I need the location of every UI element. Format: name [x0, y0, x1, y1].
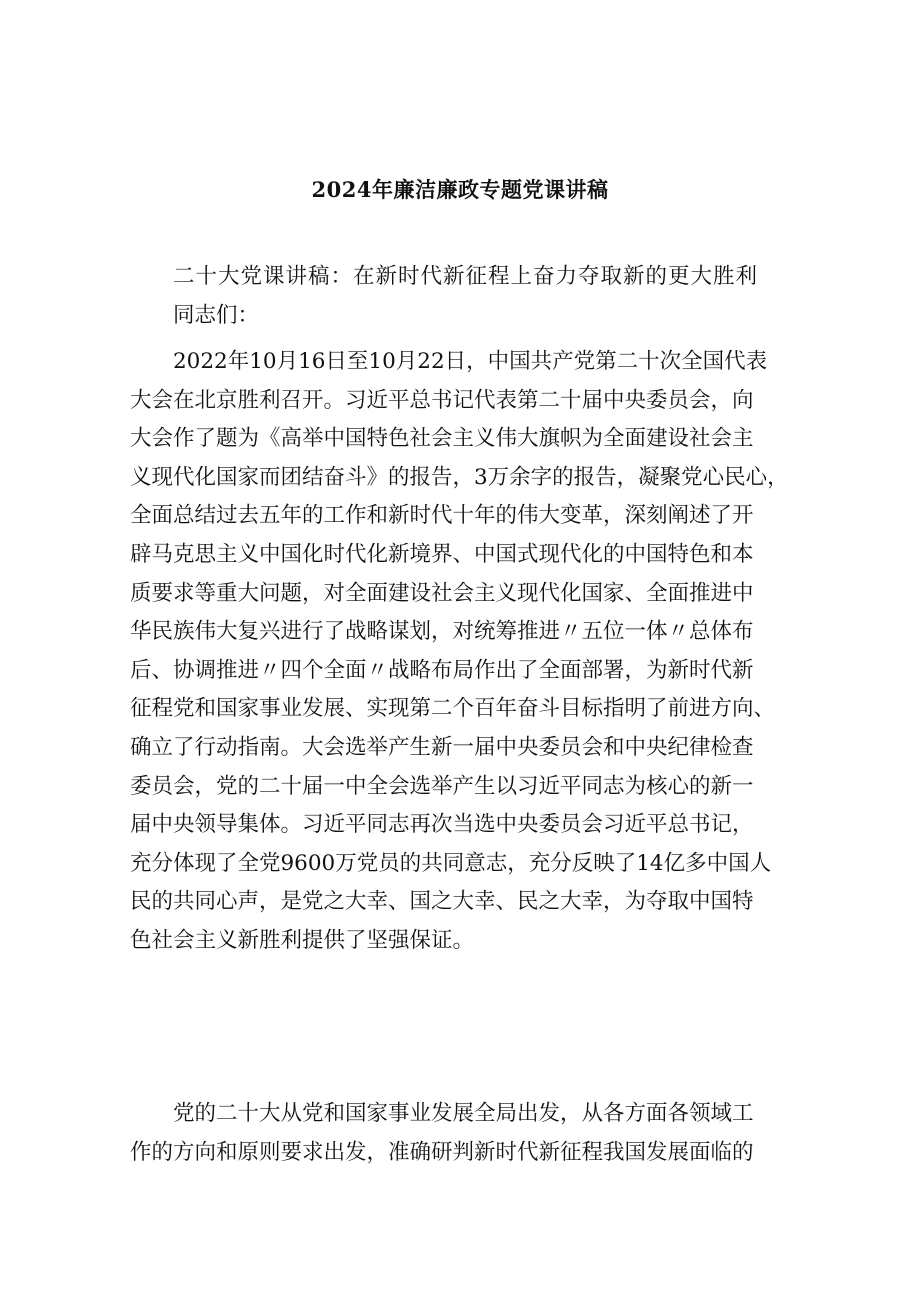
paragraph-1: [130, 343, 802, 961]
paragraph-2-line: 党的二十大从党和国家事业发展全局出发，从各方面各领域工: [173, 1101, 754, 1126]
paragraph-1-line: 大会在北京胜利召开。习近平总书记代表第二十届中央委员会，向: [130, 387, 754, 413]
document-title: 2024年廉洁廉政专题党课讲稿: [311, 177, 609, 202]
paragraph-1-line: 委员会，党的二十届一中全会选举产生以习近平同志为核心的新一: [130, 773, 754, 799]
document-subtitle: 二十大党课讲稿：在新时代新征程上奋力夺取新的更大胜利: [173, 264, 759, 289]
paragraph-1-line: 色社会主义新胜利提供了坚强保证。: [130, 927, 475, 953]
paragraph-1-line: 后、协调推进〃四个全面〃战略布局作出了全面部署，为新时代新: [130, 657, 754, 683]
paragraph-2-line: 作的方向和原则要求出发，准确研判新时代新征程我国发展面临的: [130, 1139, 754, 1165]
paragraph-1-line: 征程党和国家事业发展、实现第二个百年奋斗目标指明了前进方向、: [130, 696, 776, 722]
paragraph-2: [130, 1095, 802, 1172]
paragraph-1-line: 辟马克思主义中国化时代化新境界、中国式现代化的中国特色和本: [130, 541, 754, 567]
paragraph-1-line: 确立了行动指南。大会选举产生新一届中央委员会和中央纪律检查: [130, 734, 754, 760]
paragraph-1-line: 充分体现了全党9600万党员的共同意志，充分反映了14亿多中国人: [130, 850, 772, 876]
paragraph-1-line: 义现代化国家而团结奋斗》的报告，3万余字的报告，凝聚党心民心，: [130, 464, 789, 490]
paragraph-1-line: 届中央领导集体。习近平同志再次当选中央委员会习近平总书记，: [130, 812, 754, 838]
paragraph-1-line: 大会作了题为《高举中国特色社会主义伟大旗帜为全面建设社会主: [130, 426, 754, 452]
paragraph-1-line: 华民族伟大复兴进行了战略谋划，对统筹推进〃五位一体〃总体布: [130, 619, 754, 645]
paragraph-1-line: 民的共同心声，是党之大幸、国之大幸、民之大幸，为夺取中国特: [130, 889, 754, 915]
paragraph-1-line: 2022年10月16日至10月22日，中国共产党第二十次全国代表: [173, 349, 768, 374]
paragraph-1-line: 质要求等重大问题，对全面建设社会主义现代化国家、全面推进中: [130, 580, 754, 606]
paragraph-1-line: 全面总结过去五年的工作和新时代十年的伟大变革，深刻阐述了开: [130, 503, 754, 529]
greeting-line: 同志们：: [173, 303, 260, 328]
